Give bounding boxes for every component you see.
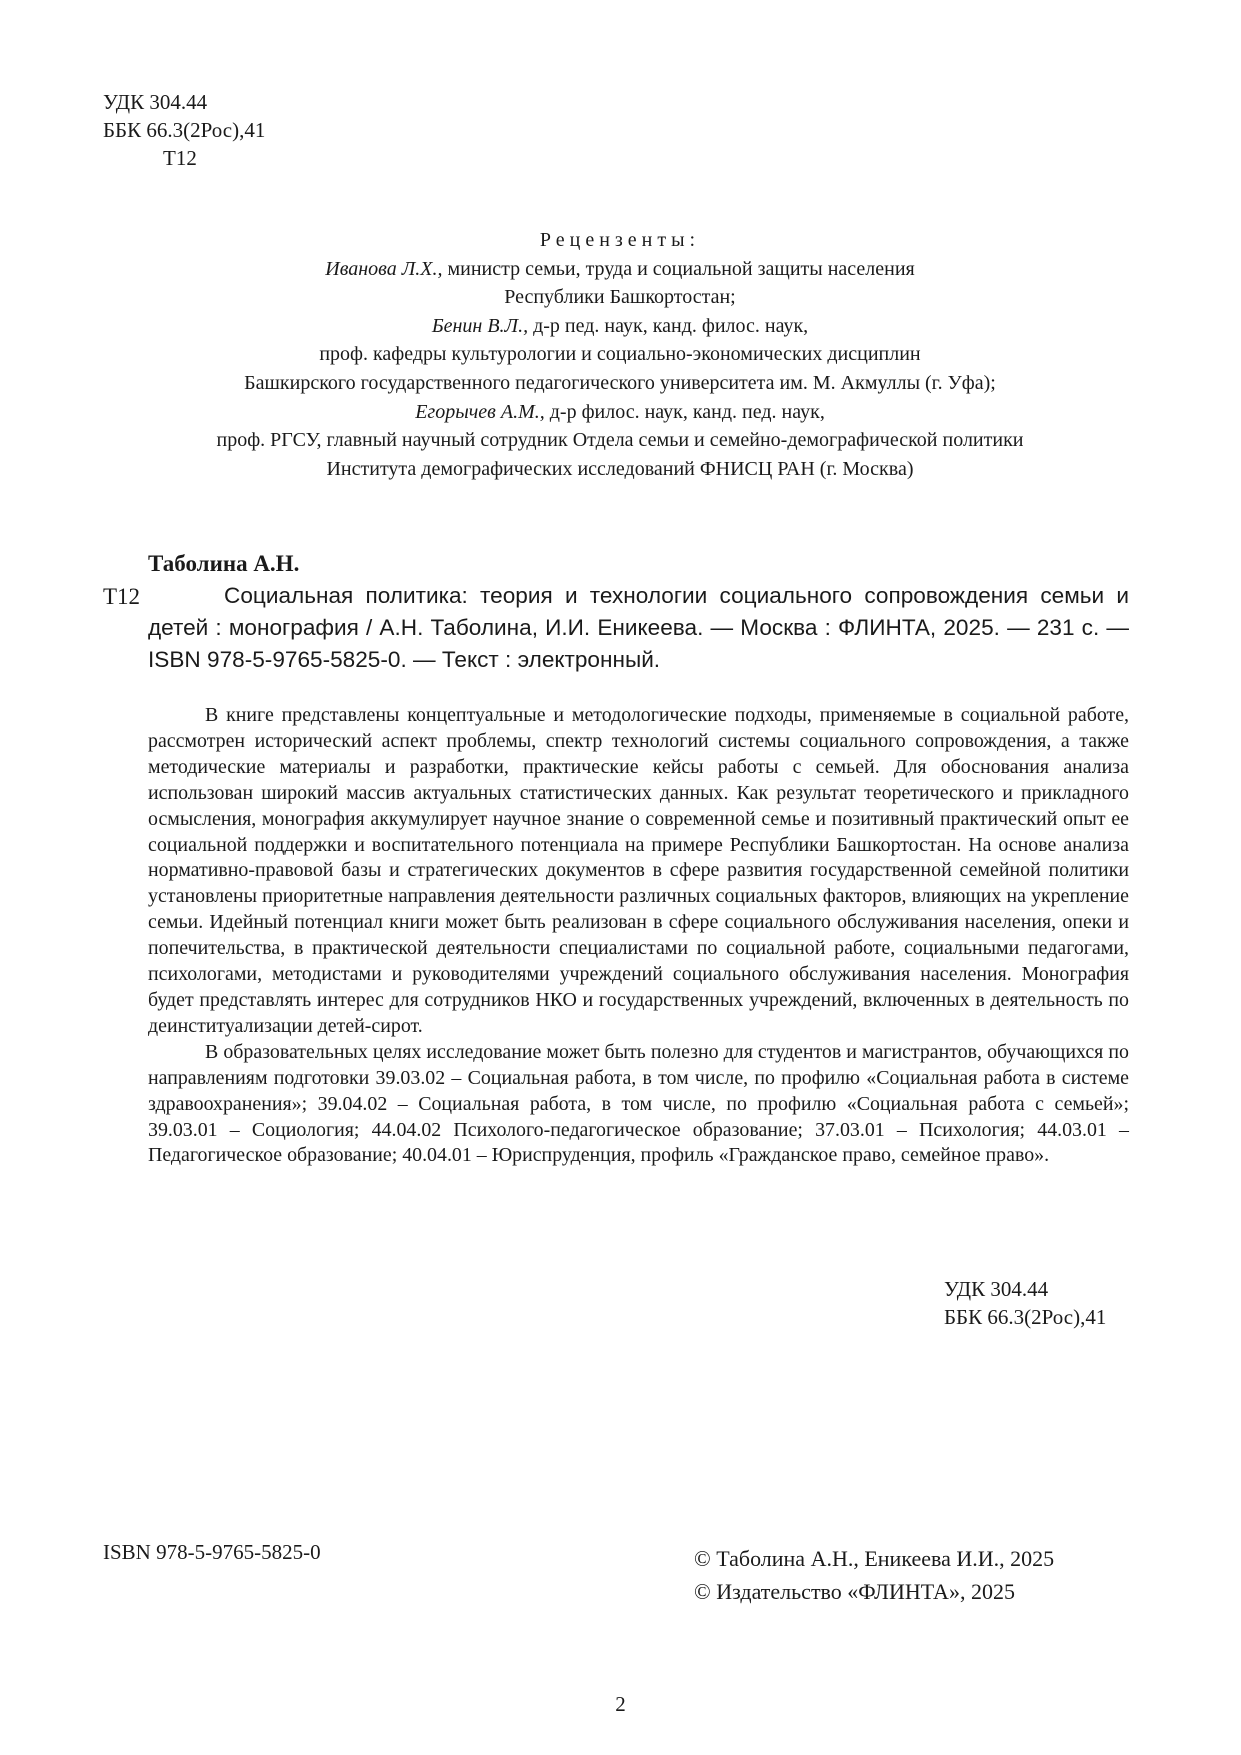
reviewer-2-line-2: проф. кафедры культурологии и социально-экономических дисциплин — [319, 343, 921, 366]
udk-code: УДК 304.44 — [103, 90, 208, 114]
author-mark: Т12 — [163, 146, 197, 170]
annotation-paragraph-2: В образовательных целях исследование может быть полезно для студентов и магистрантов, обучающихся по направлениям подготовки 39.03.02 – Социальная работа, в том числе, по профилю «Социальная работа в системе здравоохранения»; 39.04.02 – Социальная работа, в том числе, по профилю «Социальная работа с семьей»; 39.03.01 – Социология; 44.04.02 Психолого-педагогическое образование; 37.03.01 – Психология; 44.03.01 – Педагогическое образование; 40.04.01 – Юриспруденция, профиль «Гражданское право, семейное право». — [148, 1040, 1129, 1167]
reviewer-1-name: Иванова Л.Х., — [325, 257, 443, 280]
bbk-code: ББК 66.3(2Рос),41 — [103, 118, 266, 142]
annotation-paragraph-1: В книге представлены концептуальные и методологические подходы, применяемые в социальной работе, рассмотрен исторический аспект проблемы, спектр технологий системы социального сопровождения, а также методические материалы и разработки, практические кейсы работы с семьей. Для обоснования анализа использован широкий массив актуальных статистических данных. Как результат теоретического и прикладного осмысления, монография аккумулирует научное знание о современной семье и позитивный практический опыт ее социальной поддержки и воспитательного потенциала на примере Республики Башкортостан. На основе анализа нормативно-правовой базы и стратегических документов в сфере развития государственной семейной политики установлены приоритетные направления деятельности различных социальных факторов, влияющих на укрепление семьи. Идейный потенциал книги может быть реализован в сфере социального обслуживания населения, опеки и попечительства, в практической деятельности специалистами по социальной работе, социальными педагогами, психологами, методистами и руководителями учреждений социального обслуживания населения. Монография будет представлять интерес для сотрудников НКО и государственных учреждений, включенных в деятельность по деинституализации детей-сирот. — [148, 704, 1129, 1037]
reviewer-1 — [130, 255, 1110, 284]
reviewer-3-name: Егорычев А.М., — [415, 400, 545, 423]
reviewer-3-line-2: проф. РГСУ, главный научный сотрудник Отдела семьи и семейно-демографической политики — [216, 429, 1024, 452]
annotation — [148, 703, 1129, 1169]
reviewers-block — [130, 226, 1110, 483]
copyright-block — [694, 1542, 1054, 1608]
copyright-authors: © Таболина А.Н., Еникеева И.И., 2025 — [694, 1546, 1055, 1571]
classification-codes-bottom — [944, 1275, 1106, 1331]
reviewer-2 — [130, 312, 1110, 341]
copyright-publisher: © Издательство «ФЛИНТА», 2025 — [694, 1579, 1015, 1604]
reviewers-heading: Рецензенты: — [539, 229, 701, 251]
bbk-code-bottom: ББК 66.3(2Рос),41 — [944, 1305, 1107, 1329]
catalog-author-mark: Т12 — [103, 584, 141, 609]
reviewer-1-line-2: Республики Башкортостан; — [504, 286, 736, 309]
udk-code-bottom: УДК 304.44 — [944, 1277, 1049, 1301]
reviewer-3 — [130, 398, 1110, 427]
reviewer-2-degree: д-р пед. наук, канд. филос. наук, — [528, 314, 809, 337]
reviewer-2-name: Бенин В.Л., — [431, 314, 529, 337]
catalog-author: Таболина А.Н. — [148, 551, 300, 576]
classification-codes-top — [103, 88, 265, 172]
reviewer-1-position: министр семьи, труда и социальной защиты населения — [442, 257, 915, 280]
reviewer-2-line-3: Башкирского государственного педагогического университета им. М. Акмуллы (г. Уфа); — [244, 371, 996, 394]
bibliographic-entry: Социальная политика: теория и технологии социального сопровождения семьи и детей : монография / А.Н. Таболина, И.И. Еникеева. — Москва : ФЛИНТА, 2025. — 231 с. — ISBN 978-5-9765-5825-0. — Текст : электронный. — [148, 583, 1129, 672]
page-number: 2 — [615, 1692, 626, 1716]
reviewer-3-line-3: Института демографических исследований ФНИСЦ РАН (г. Москва) — [326, 457, 914, 480]
isbn: ISBN 978-5-9765-5825-0 — [103, 1540, 321, 1564]
reviewer-3-degree: д-р филос. наук, канд. пед. наук, — [544, 400, 825, 423]
